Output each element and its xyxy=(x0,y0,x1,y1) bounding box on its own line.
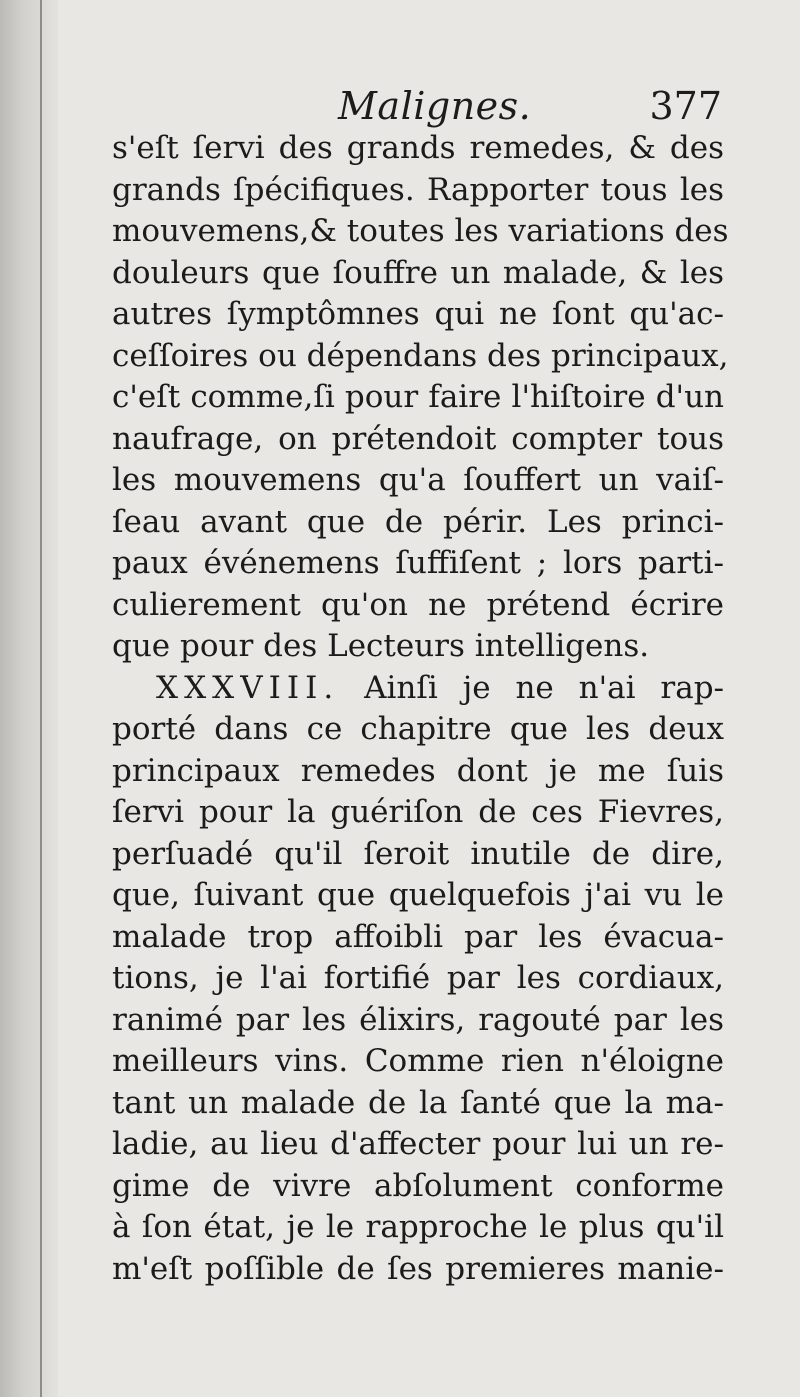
text-line: principaux remedes dont je me ſuis xyxy=(112,752,724,789)
text-line: perſuadé qu'il ſeroit inutile de dire, xyxy=(112,835,724,872)
page-number: 377 xyxy=(649,84,722,128)
text-line: malade trop affoibli par les évacua- xyxy=(112,918,724,955)
section-number: XXXVIII. xyxy=(156,669,340,706)
text-line: que pour des Lecteurs intelligens. xyxy=(112,628,650,664)
text-line: autres ſymptômnes qui ne ſont qu'ac- xyxy=(112,296,724,332)
text-line: s'eſt ſervi des grands remedes, & des xyxy=(112,130,724,166)
text-line: les mouvemens qu'a ſouffert un vaiſ- xyxy=(112,462,724,498)
text-line: culierement qu'on ne prétend écrire xyxy=(112,586,724,623)
text-line: ladie, au lieu d'affecter pour lui un re- xyxy=(112,1126,724,1162)
text-line: naufrage, on prétendoit compter tous xyxy=(112,420,724,457)
text-line: douleurs que ſouffre un malade, & les xyxy=(112,254,724,291)
text-line: que, ſuivant que quelquefois j'ai vu le xyxy=(112,877,724,913)
text-line: gime de vivre abſolument conforme xyxy=(112,1167,724,1204)
section-start-text: Ainſi je ne n'ai rap- xyxy=(364,669,725,706)
text-line: ſeau avant que de périr. Les princi- xyxy=(112,503,724,540)
text-line: ceſſoires ou dépendans des principaux, xyxy=(112,337,729,374)
text-line: tions, je l'ai fortifié par les cordiaux, xyxy=(112,960,724,996)
page-header xyxy=(110,84,722,134)
text-line: m'eſt poſſible de ſes premieres manie- xyxy=(112,1250,724,1287)
text-line: ſervi pour la guériſon de ces Fievres, xyxy=(112,794,724,830)
body-text xyxy=(112,128,729,1290)
text-line: meilleurs vins. Comme rien n'éloigne xyxy=(112,1043,724,1079)
text-line: porté dans ce chapitre que les deux xyxy=(112,711,724,747)
text-line: à ſon état, je le rapproche le plus qu'il xyxy=(112,1209,724,1245)
section-start-line xyxy=(112,668,724,710)
text-line: paux événemens ſuffiſent ; lors parti- xyxy=(112,545,724,581)
page-binding-shadow xyxy=(0,0,58,1397)
text-line: c'eſt comme,ſi pour faire l'hiſtoire d'un xyxy=(112,379,724,415)
binding-edge-line xyxy=(40,0,42,1397)
text-line: mouvemens,& toutes les variations des xyxy=(112,213,729,249)
text-line: grands ſpécifiques. Rapporter tous les xyxy=(112,171,724,208)
text-line: ranimé par les élixirs, ragouté par les xyxy=(112,1001,724,1038)
text-line: tant un malade de la ſanté que la ma- xyxy=(112,1084,724,1121)
running-title: Malignes. xyxy=(338,84,532,128)
